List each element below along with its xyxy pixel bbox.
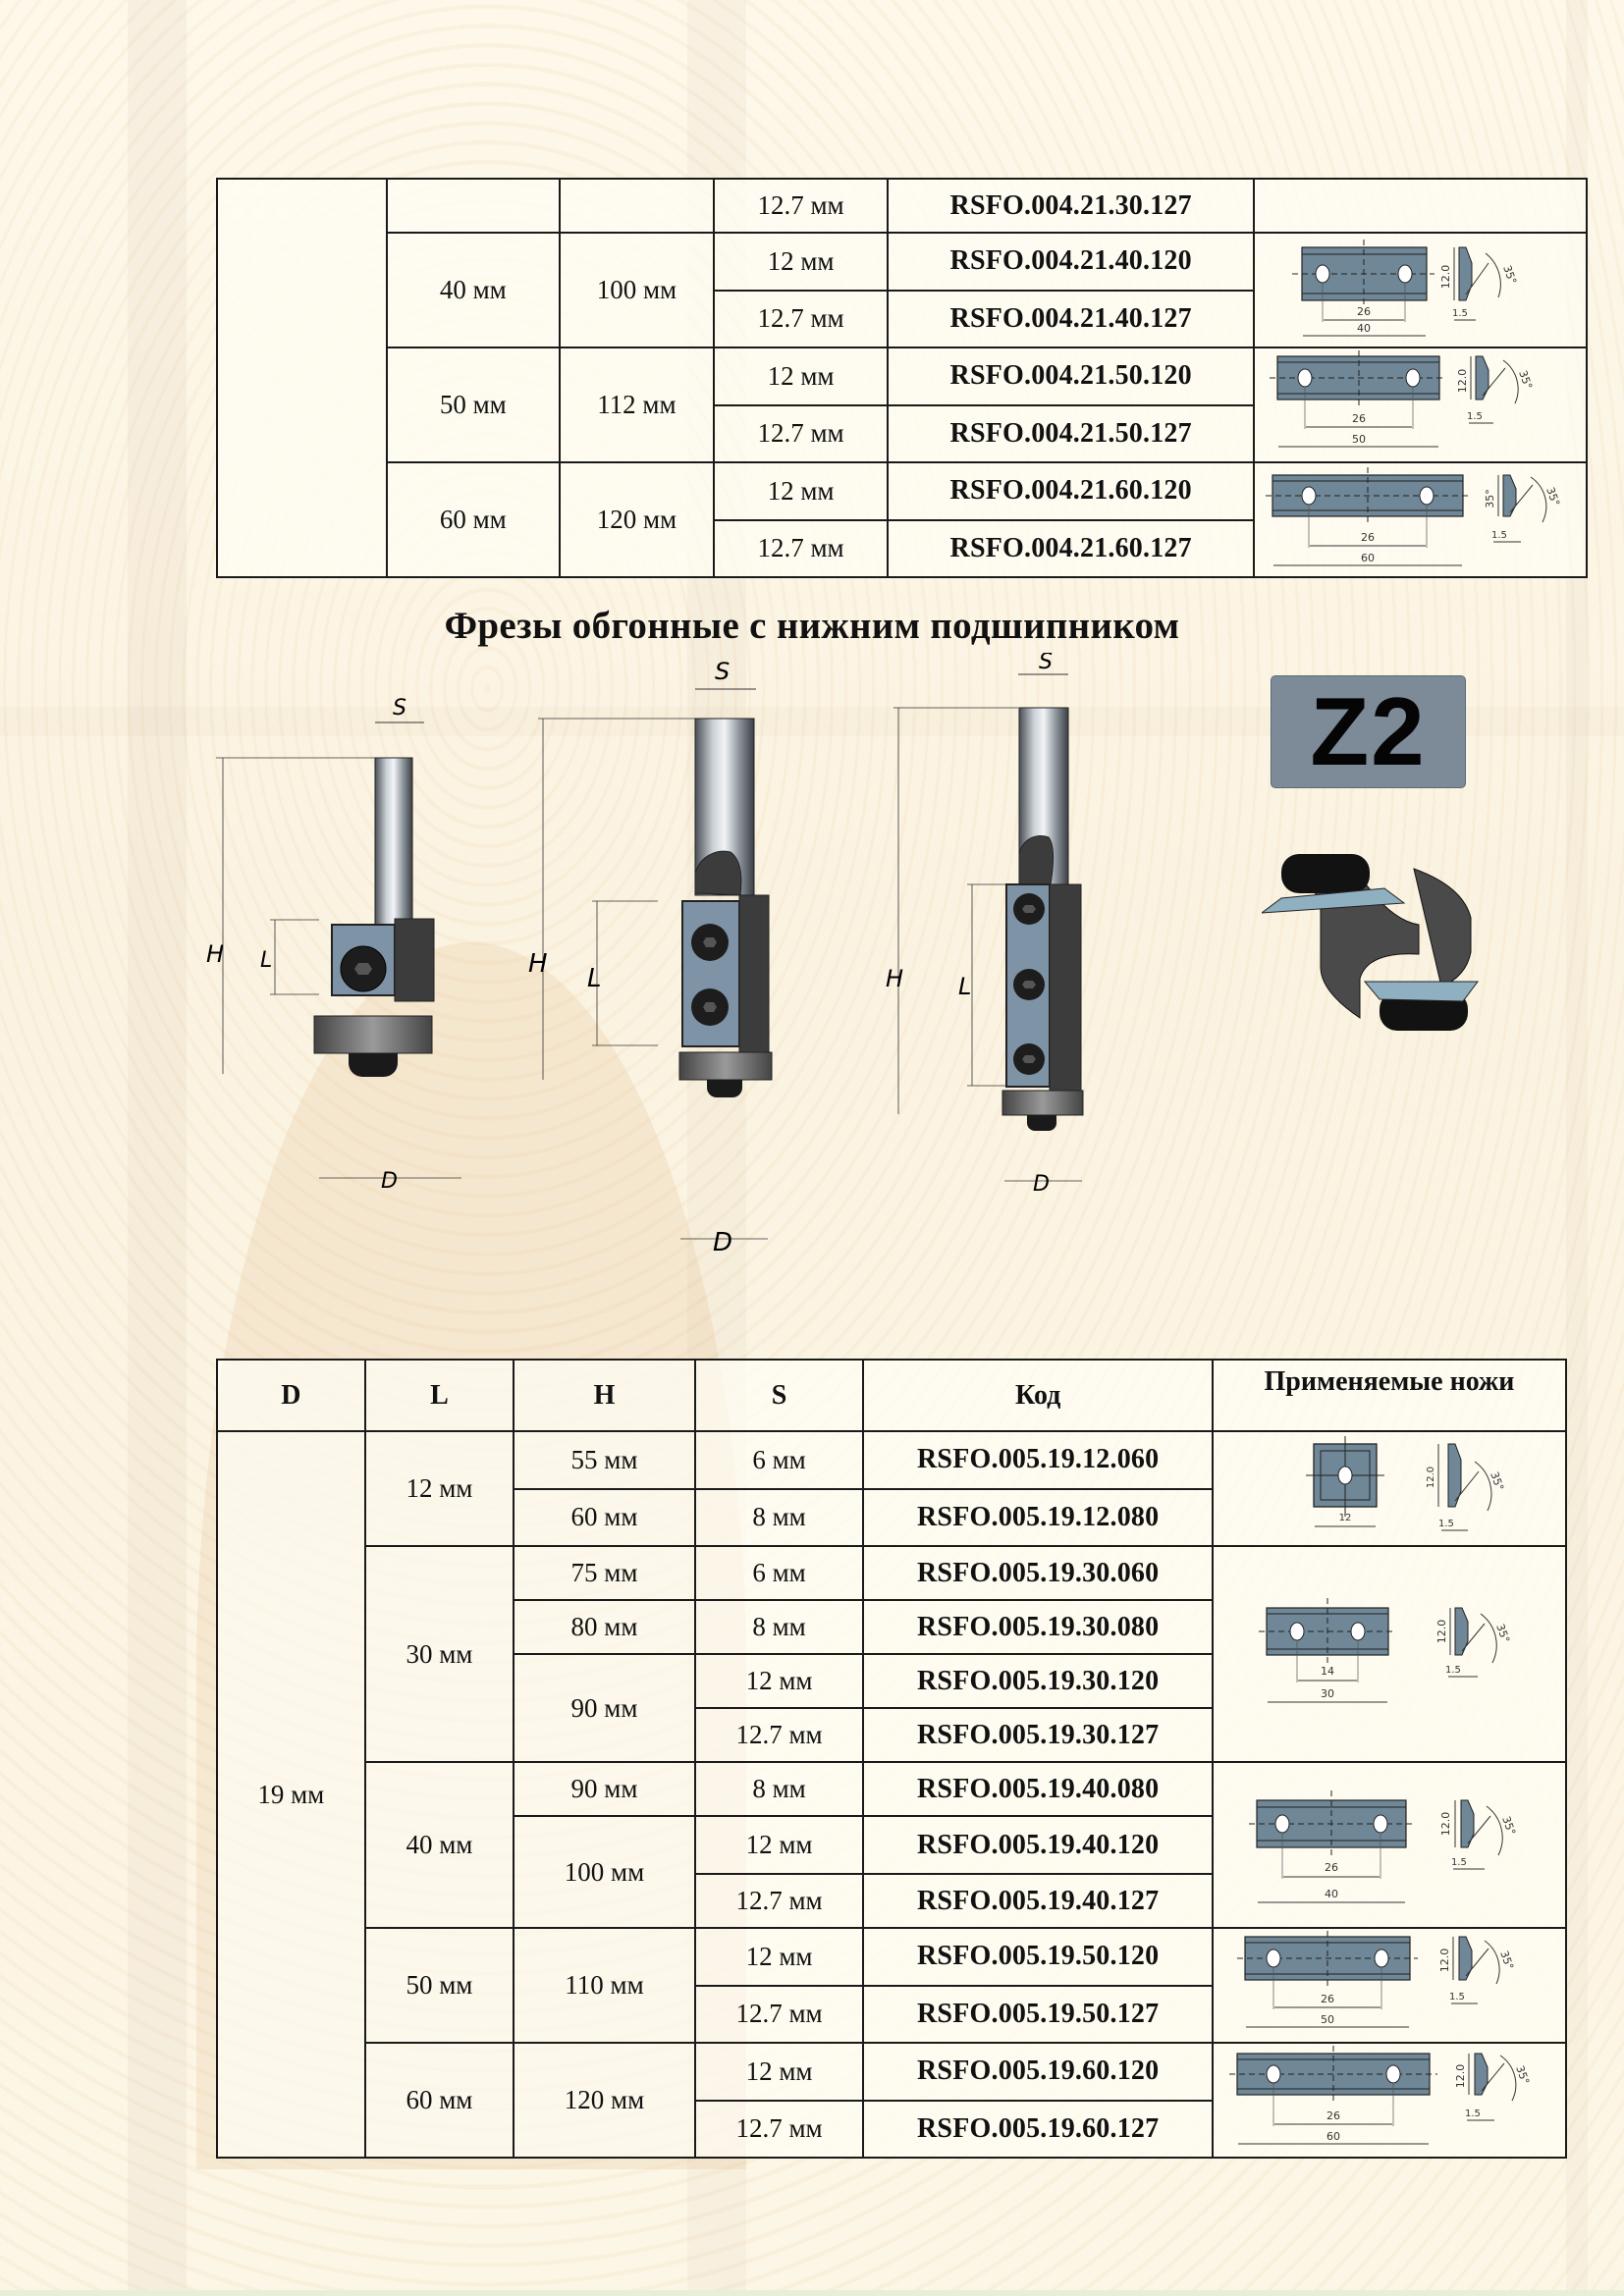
svg-text:L: L [958,973,972,1000]
svg-text:35°: 35° [1513,2063,1533,2087]
svg-text:35°: 35° [1543,485,1563,508]
l-cell: 60 мм [365,2043,514,2158]
bottom-spec-table [216,1359,1567,2159]
table-header-row [217,1360,1566,1431]
svg-text:50: 50 [1352,433,1367,446]
h-cell: 75 мм [514,1546,695,1600]
svg-text:26: 26 [1326,2109,1340,2122]
knife-profile [1439,1800,1518,1869]
svg-text:1.5: 1.5 [1452,308,1469,319]
cutter-drawing-short [206,687,481,1217]
svg-text:12.0: 12.0 [1456,368,1470,394]
table-row [217,2043,1566,2101]
svg-text:35°: 35° [1500,263,1520,287]
s-cell: 8 мм [695,1762,864,1816]
knife-cell [1213,1928,1566,2043]
svg-text:1.5: 1.5 [1467,411,1484,422]
knife-face [1249,1790,1414,1902]
knife-face [1237,1931,1418,2027]
code-cell: RSFO.004.21.40.127 [888,291,1254,348]
svg-text:26: 26 [1361,531,1376,544]
svg-text:26: 26 [1352,412,1367,425]
s-cell: 12 мм [714,347,889,405]
s-cell: 12 мм [695,1654,864,1708]
d-cell [217,179,387,577]
knife-face [1306,1436,1384,1526]
svg-text:60: 60 [1361,552,1376,564]
code-cell: RSFO.005.19.40.127 [863,1874,1213,1928]
svg-text:S: S [715,658,731,685]
svg-text:1.5: 1.5 [1464,2109,1481,2119]
h-cell: 112 мм [560,347,714,462]
svg-text:60: 60 [1326,2130,1340,2143]
knife-cell [1254,233,1587,347]
svg-text:26: 26 [1324,1861,1338,1874]
table-row [217,462,1587,520]
table-row [217,179,1587,233]
code-cell: RSFO.005.19.30.080 [863,1600,1213,1654]
h-cell: 100 мм [514,1816,695,1928]
knife-face [1270,350,1446,447]
svg-text:H: H [206,940,225,968]
h-cell: 60 мм [514,1489,695,1547]
svg-text:35°: 35° [1493,1622,1513,1644]
cutter-drawing-long [884,653,1119,1320]
knife-profile [1438,1937,1516,2003]
knife-profile [1454,2054,1532,2120]
knife-profile [1426,1444,1506,1530]
code-cell: RSFO.004.21.50.127 [888,405,1254,463]
s-cell: 12 мм [695,2043,864,2101]
table-row [217,233,1587,291]
code-cell: RSFO.005.19.12.060 [863,1431,1213,1489]
background-plank [128,0,187,2296]
code-cell: RSFO.004.21.60.127 [888,520,1254,578]
knife-drawing-40 [1258,234,1582,340]
code-cell: RSFO.005.19.60.120 [863,2043,1213,2101]
l-cell: 30 мм [365,1546,514,1762]
header-knives: Применяемые ножи [1213,1360,1566,1431]
svg-text:35°: 35° [1516,368,1536,392]
cutter-cross-section-icon [1262,844,1488,1041]
knife-cell [1213,2043,1566,2158]
knife-drawing-30 [1227,1573,1551,1730]
table-row [217,1928,1566,1986]
s-cell: 12.7 мм [714,291,889,348]
code-cell: RSFO.005.19.60.127 [863,2101,1213,2159]
code-cell: RSFO.004.21.50.120 [888,347,1254,405]
svg-text:40: 40 [1357,322,1372,335]
s-cell: 12 мм [695,1928,864,1986]
svg-text:D: D [381,1169,398,1194]
l-cell: 40 мм [365,1762,514,1928]
svg-text:D: D [1033,1172,1050,1197]
s-cell: 6 мм [695,1546,864,1600]
knife-cell [1254,347,1587,462]
l-cell: 60 мм [387,462,561,577]
s-cell: 12.7 мм [714,179,889,233]
h-cell: 120 мм [514,2043,695,2158]
s-cell: 12 мм [714,233,889,291]
svg-text:14: 14 [1320,1664,1334,1678]
header-code: Код [863,1360,1213,1431]
knife-face [1292,240,1435,336]
code-cell: RSFO.005.19.30.127 [863,1708,1213,1762]
s-cell: 12.7 мм [695,1708,864,1762]
h-cell: 55 мм [514,1431,695,1489]
h-cell: 100 мм [560,233,714,347]
svg-text:26: 26 [1357,305,1372,318]
code-cell: RSFO.005.19.40.080 [863,1762,1213,1816]
svg-text:D: D [713,1228,733,1257]
s-cell: 12 мм [695,1816,864,1874]
svg-text:1.5: 1.5 [1437,1519,1454,1529]
svg-text:L: L [260,948,273,973]
svg-text:S: S [393,696,406,721]
knife-profile [1435,1608,1512,1677]
code-cell: RSFO.005.19.40.120 [863,1816,1213,1874]
code-cell: RSFO.005.19.50.120 [863,1928,1213,1986]
svg-text:12.0: 12.0 [1437,1948,1451,1973]
svg-text:26: 26 [1320,1993,1334,2005]
table-row [217,1431,1566,1489]
svg-text:35°: 35° [1488,1469,1507,1493]
knife-cell [1254,179,1587,233]
header-h: H [514,1360,695,1431]
svg-text:S: S [1039,653,1053,674]
header-s: S [695,1360,864,1431]
s-cell: 6 мм [695,1431,864,1489]
knife-cell [1213,1431,1566,1546]
l-cell: 50 мм [365,1928,514,2043]
knife-drawing-60 [1218,2044,1561,2150]
svg-text:12.0: 12.0 [1453,2063,1467,2089]
code-cell: RSFO.005.19.30.060 [863,1546,1213,1600]
svg-text:12.0: 12.0 [1425,1466,1436,1489]
h-cell: 90 мм [514,1762,695,1816]
svg-text:12.0: 12.0 [1435,1619,1448,1643]
l-cell: 40 мм [387,233,561,347]
knife-drawing-50 [1218,1929,1561,2035]
knife-drawing-60 [1258,463,1582,569]
knife-profile [1439,247,1519,320]
knife-profile [1484,475,1562,542]
h-cell [560,179,714,233]
svg-text:50: 50 [1320,2013,1334,2026]
s-cell: 12.7 мм [695,1986,864,2044]
svg-text:40: 40 [1324,1888,1338,1900]
s-cell: 12.7 мм [714,405,889,463]
svg-text:12: 12 [1338,1513,1352,1523]
cutter-drawing-medium [461,648,795,1276]
code-cell: RSFO.004.21.30.127 [888,179,1254,233]
background-footer-strip [0,2290,1624,2296]
s-cell: 12.7 мм [695,2101,864,2159]
svg-text:H: H [886,965,904,992]
svg-text:L: L [587,964,602,993]
svg-text:1.5: 1.5 [1444,1664,1461,1676]
teeth-count-badge: Z2 [1271,675,1466,788]
h-cell: 80 мм [514,1600,695,1654]
code-cell: RSFO.005.19.12.080 [863,1489,1213,1547]
header-d: D [217,1360,365,1431]
knife-profile [1456,356,1535,423]
s-cell: 8 мм [695,1600,864,1654]
knife-cell [1213,1762,1566,1928]
knife-cell [1254,462,1587,577]
table-row [217,1762,1566,1816]
svg-text:12.0: 12.0 [1439,264,1453,290]
h-cell: 110 мм [514,1928,695,2043]
table-row [217,1546,1566,1600]
svg-text:1.5: 1.5 [1491,530,1508,541]
svg-text:35°: 35° [1499,1814,1519,1838]
code-cell: RSFO.004.21.40.120 [888,233,1254,291]
svg-text:H: H [528,949,548,979]
knife-face [1259,1598,1394,1702]
table-row [217,347,1587,405]
s-cell: 12.7 мм [714,520,889,578]
knife-drawing-50 [1258,348,1582,454]
h-cell: 120 мм [560,462,714,577]
s-cell: 12.7 мм [695,1874,864,1928]
l-cell: 50 мм [387,347,561,462]
l-cell: 12 мм [365,1431,514,1546]
code-cell: RSFO.005.19.30.120 [863,1654,1213,1708]
code-cell: RSFO.004.21.60.120 [888,462,1254,520]
section-title: Фрезы обгонные с нижним подшипником [444,605,1180,647]
knife-cell [1213,1546,1566,1762]
d-cell: 19 мм [217,1431,365,2158]
knife-face [1266,467,1469,565]
svg-text:35°: 35° [1484,489,1497,508]
knife-drawing-40 [1227,1763,1551,1920]
s-cell: 12 мм [714,462,889,520]
code-cell: RSFO.005.19.50.127 [863,1986,1213,2044]
top-spec-table [216,178,1588,578]
knife-drawing-square-12 [1227,1432,1551,1538]
svg-text:30: 30 [1320,1686,1334,1700]
header-l: L [365,1360,514,1431]
svg-text:12.0: 12.0 [1438,1811,1452,1837]
svg-text:35°: 35° [1497,1949,1517,1972]
h-cell: 90 мм [514,1654,695,1762]
svg-text:1.5: 1.5 [1450,1857,1467,1868]
s-cell: 8 мм [695,1489,864,1547]
knife-face [1229,2046,1437,2144]
l-cell [387,179,561,233]
svg-text:1.5: 1.5 [1448,1992,1465,2002]
